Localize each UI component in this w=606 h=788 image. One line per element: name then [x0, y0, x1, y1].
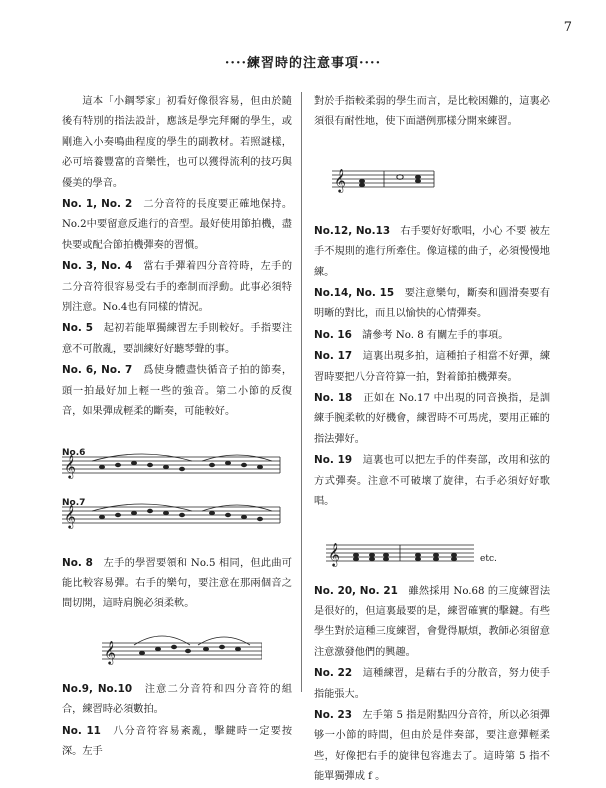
- intro-paragraph: 這本「小鋼琴家」初看好像很容易，但由於隨後有特別的指法設計，應該是學完拜爾的學生，或剛進入小奏鳴曲程度的學生的副教材。若照謎樣，必可培養豐富的音樂性，也可以獲得流利的技巧與優美的學音。: [62, 96, 292, 189]
- note-item: No.12, No.13 右手要好好歌唱，小心 不要 被左手不規則的進行所牽住。像這樣的曲子，必須慢慢地練。: [314, 224, 550, 278]
- music-label-no6: No.6: [62, 447, 86, 458]
- music-label-no7: No.7: [62, 497, 86, 508]
- svg-text:𝄞: 𝄞: [64, 503, 76, 528]
- note-item: No. 11 八分音符容易紊亂，擊鍵時一定要按深。左手: [62, 724, 293, 757]
- note-item: No. 5 起初若能單獨練習左手則較好。手指要注意不可散亂，要訓練好好聽琴聲的事。: [62, 322, 293, 355]
- intro-paragraph: 對於手指較柔弱的學生而言，是比較困難的，這裏必須很有耐性地，使下面譜例那樣分開來練習。: [314, 96, 550, 128]
- note-item: No. 23 左手第 5 指是附點四分音符，所以必須彈够一小節的時間，但由於是伴奏部，要注意彈輕柔些，好像把右手的旋律包容進去了。這時第 5 指不能單獨彈成 f 。: [314, 708, 550, 783]
- note-item: No.14, No. 15 要注意樂句，斷奏和圓滑奏要有明晰的對比，而且以愉快的心情彈奏。: [314, 287, 551, 320]
- music-example-no11: [314, 149, 550, 207]
- etc-label: etc.: [480, 553, 497, 564]
- page-number: 7: [563, 20, 572, 35]
- svg-text:𝄞: 𝄞: [334, 167, 346, 192]
- note-item: No. 3, No. 4 當右手彈着四分音符時，左手的二分音符很容易受右手的牽制而浮動。此事必須特別注意。No.4也有同樣的情況。: [62, 260, 293, 314]
- note-item: No.9, No.10 注意二分音符和四分音符的組合，練習時必須數拍。: [62, 682, 293, 716]
- note-item: No. 18 正如在 No.17 中出現的同音換指，是訓練手腕柔軟的好機會，練習時不可馬虎，要用正確的指法彈好。: [314, 392, 551, 445]
- note-item: No. 8 左手的學習要領和 No.5 相同，但此曲可能比較容易彈。右手的樂句，要注意在那兩個音之間切開，這時肩腕必須柔軟。: [62, 556, 292, 610]
- music-example-no8: [62, 623, 292, 679]
- music-example-no19: [314, 529, 550, 581]
- right-column: [314, 92, 550, 788]
- music-example-no6-no7: [62, 443, 292, 553]
- column-divider: [301, 92, 302, 692]
- note-item: No. 20, No. 21 雖然採用 No.68 的三度練習法是很好的，但這裏最要的是，練習確實的擊鍵。有些學生對於這種三度練習，會覺得厭煩，教師必須留意注意激發他們的興趣。: [314, 584, 551, 658]
- note-item: No. 17 這裏出現多拍，這種拍子相當不好彈，練習時要把八分音符算一拍，對着節拍機彈奏。: [314, 350, 551, 383]
- note-item: No. 6, No. 7 爲使身體盡快循音子拍的節奏，頭一拍最好加上輕一些的強音。第二小節的反復音，如果彈成輕柔的斷奏，可能較好。: [62, 364, 293, 418]
- page-title: ····練習時的注意事項····: [224, 56, 382, 71]
- note-item: No. 19 這裏也可以把左手的伴奏部，改用和弦的方式彈奏。注意不可破壞了旋律，右手必須好好歌唱。: [314, 454, 551, 508]
- note-item: No. 1, No. 2 二分音符的長度要正確地保持。No.2中要留意反進行的音型。最好使用節拍機，盡快要或配合節拍機彈奏的習慣。: [62, 198, 293, 251]
- note-item: No. 22 這種練習，是藉右手的分散音，努力使手指能張大。: [314, 667, 551, 700]
- svg-text:𝄞: 𝄞: [328, 541, 340, 566]
- svg-text:𝄞: 𝄞: [104, 639, 116, 664]
- note-item: No. 16 請參考 No. 8 有關左手的事項。: [314, 328, 509, 341]
- svg-text:𝄞: 𝄞: [64, 453, 76, 478]
- left-column: [62, 92, 292, 762]
